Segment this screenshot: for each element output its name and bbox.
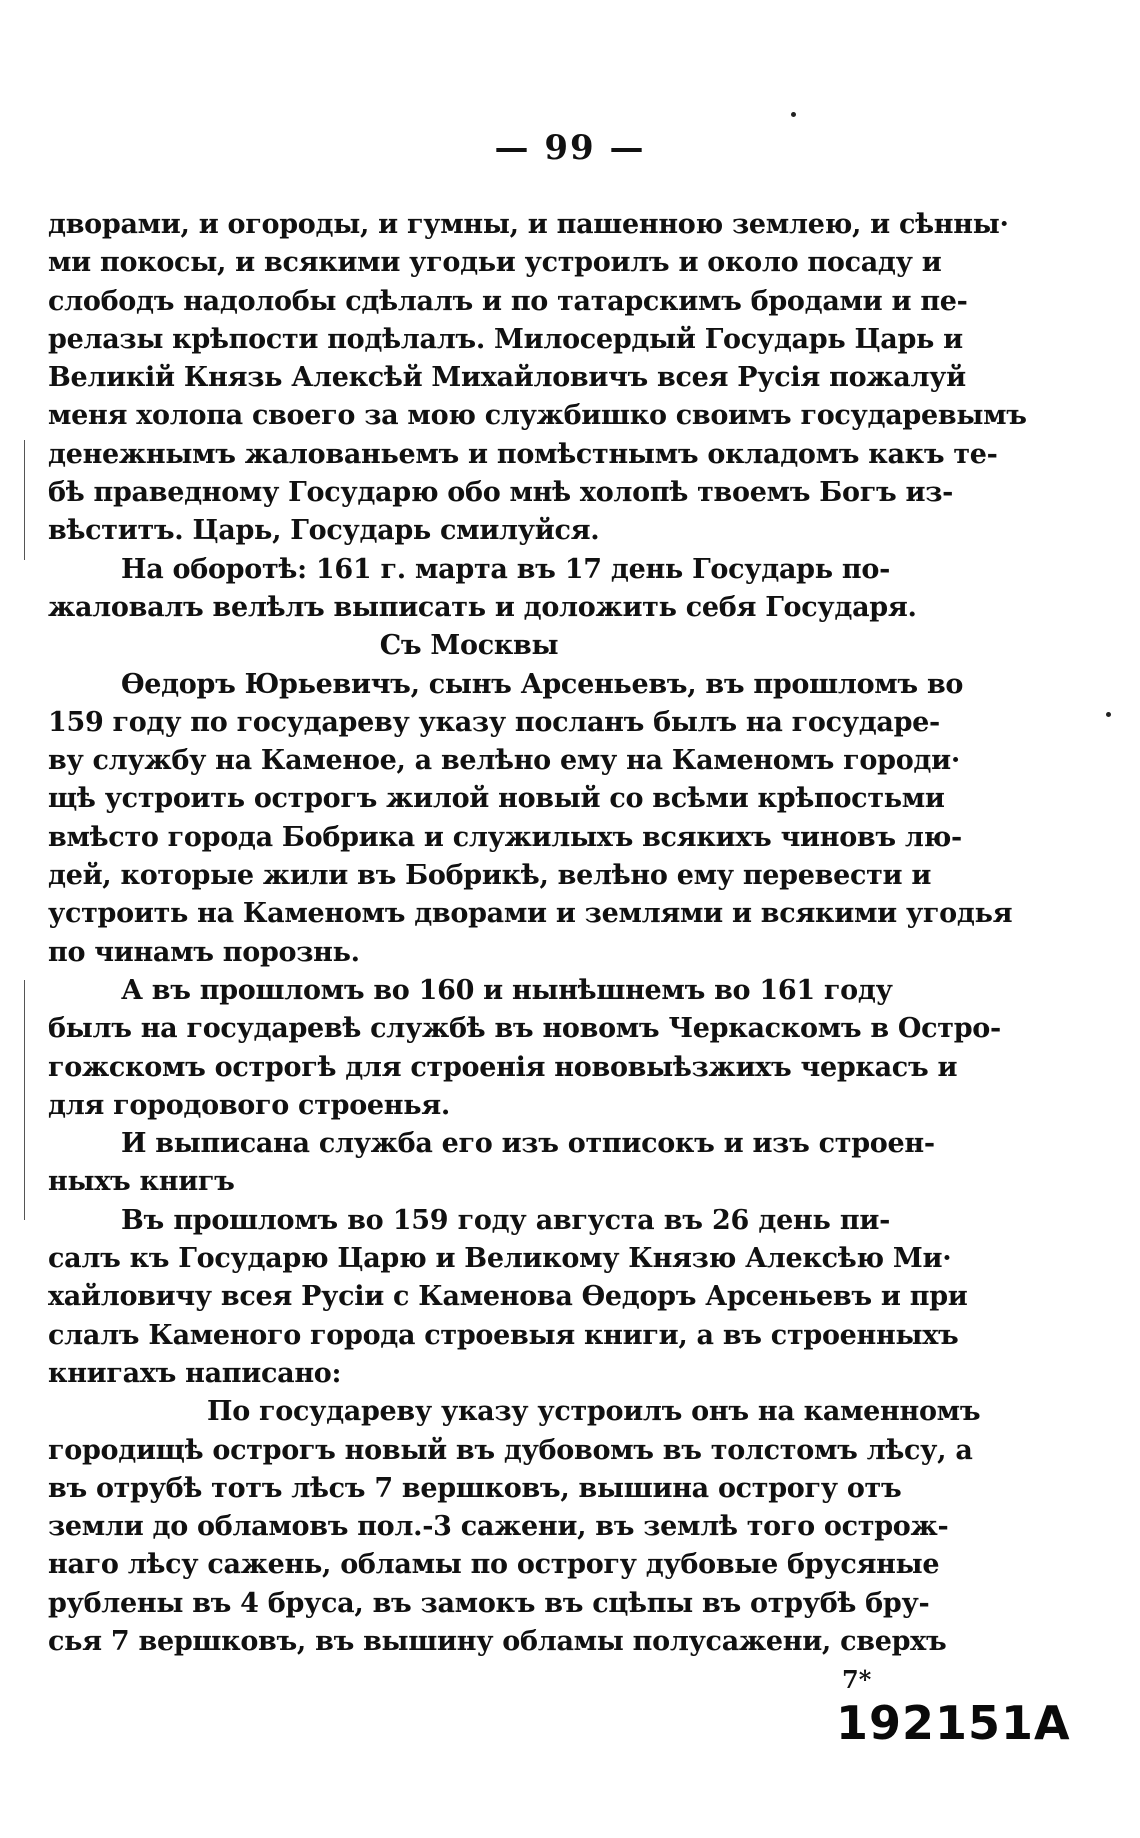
library-stamp: 192151A [836,1696,1071,1750]
text-line: бѣ праведному Государю обо мнѣ холопѣ твоемъ Богъ из- [48,477,954,509]
text-line: меня холопа своего за мою службишко своимъ государевымъ [48,400,1027,432]
text-line: городищѣ острогъ новый въ дубовомъ въ толстомъ лѣсу, а [48,1434,973,1466]
text-line: И выписана служба его изъ отписокъ и изъ строен- [121,1128,935,1160]
text-line: вѣститъ. Царь, Государь смилуйся. [48,515,600,547]
text-line: хайловичу всея Русіи с Каменова Ѳедоръ Арсеньевъ и при [48,1281,968,1313]
text-line: въ отрубѣ тотъ лѣсъ 7 вершковъ, вышина острогу отъ [48,1472,902,1504]
text-line: А въ прошломъ во 160 и нынѣшнемъ во 161 году [121,974,893,1006]
scan-edge-mark [24,980,25,1220]
text-line: жаловалъ велѣлъ выписать и доложить себя Государя. [48,591,917,623]
text-line: дворами, и огороды, и гумны, и пашенною землею, и сѣнны· [48,209,1009,240]
text-line: для городового строенья. [48,1089,451,1121]
scan-edge-mark [24,440,25,560]
text-line: салъ къ Государю Царю и Великому Князю Алексѣю Ми· [48,1243,952,1275]
text-line: релазы крѣпости подѣлалъ. Милосердый Государь Царь и [48,323,963,355]
text-line: вмѣсто города Бобрика и служилыхъ всякихъ чиновъ лю- [48,821,962,853]
text-line: земли до обламовъ пол.-3 сажени, въ землѣ того острож- [48,1511,949,1543]
text-line: ми покосы, и всякими угодьи устроилъ и около посаду и [48,247,942,279]
text-line: По государеву указу устроилъ онъ на каменномъ [207,1396,981,1428]
text-line: устроить на Каменомъ дворами и землями и всякими угодья [48,898,1013,930]
text-line: слалъ Каменого города строевыя книги, а въ строенныхъ [48,1319,959,1351]
text-line: щѣ устроить острогъ жилой новый со всѣми крѣпостьми [48,783,945,815]
text-line: На оборотѣ: 161 г. марта въ 17 день Государь по- [121,553,890,585]
text-line: 159 году по государеву указу посланъ былъ на государе- [48,706,940,738]
section-heading: Съ Москвы [379,630,559,662]
printer-signature-mark: 7* [842,1665,872,1694]
scan-speck [1106,712,1111,717]
text-line: гожскомъ острогѣ для строенія нововыѣзжихъ черкасъ и [48,1051,958,1083]
text-line: Великій Князь Алексѣй Михайловичъ всея Русія пожалуй [48,362,966,394]
scan-speck [791,112,796,117]
text-line: сья 7 вершковъ, въ вышину обламы полусажени, сверхъ [48,1625,947,1657]
text-line: наго лѣсу сажень, обламы по острогу дубовые брусяные [48,1549,940,1581]
text-line: дей, которые жили въ Бобрикѣ, велѣно ему перевести и [48,860,932,892]
text-line: ву службу на Каменое, а велѣно ему на Каменомъ городи· [48,745,960,777]
text-line: слободъ надолобы сдѣлалъ и по татарскимъ бродами и пе- [48,285,968,317]
text-body [48,206,1027,1661]
text-line: книгахъ написано: [48,1357,342,1389]
page-number: — 99 — [494,128,646,168]
text-line: Ѳедоръ Юрьевичъ, сынъ Арсеньевъ, въ прошломъ во [121,668,964,700]
text-line: Въ прошломъ во 159 году августа въ 26 день пи- [121,1204,890,1236]
text-line: былъ на государевѣ службѣ въ новомъ Черкаскомъ в Остро- [48,1013,1001,1045]
text-line: по чинамъ порознь. [48,936,360,968]
text-line: ныхъ книгъ [48,1166,235,1198]
text-line: денежнымъ жалованьемъ и помѣстнымъ окладомъ какъ те- [48,438,998,470]
text-line: рублены въ 4 бруса, въ замокъ въ сцѣпы въ отрубѣ бру- [48,1587,930,1619]
